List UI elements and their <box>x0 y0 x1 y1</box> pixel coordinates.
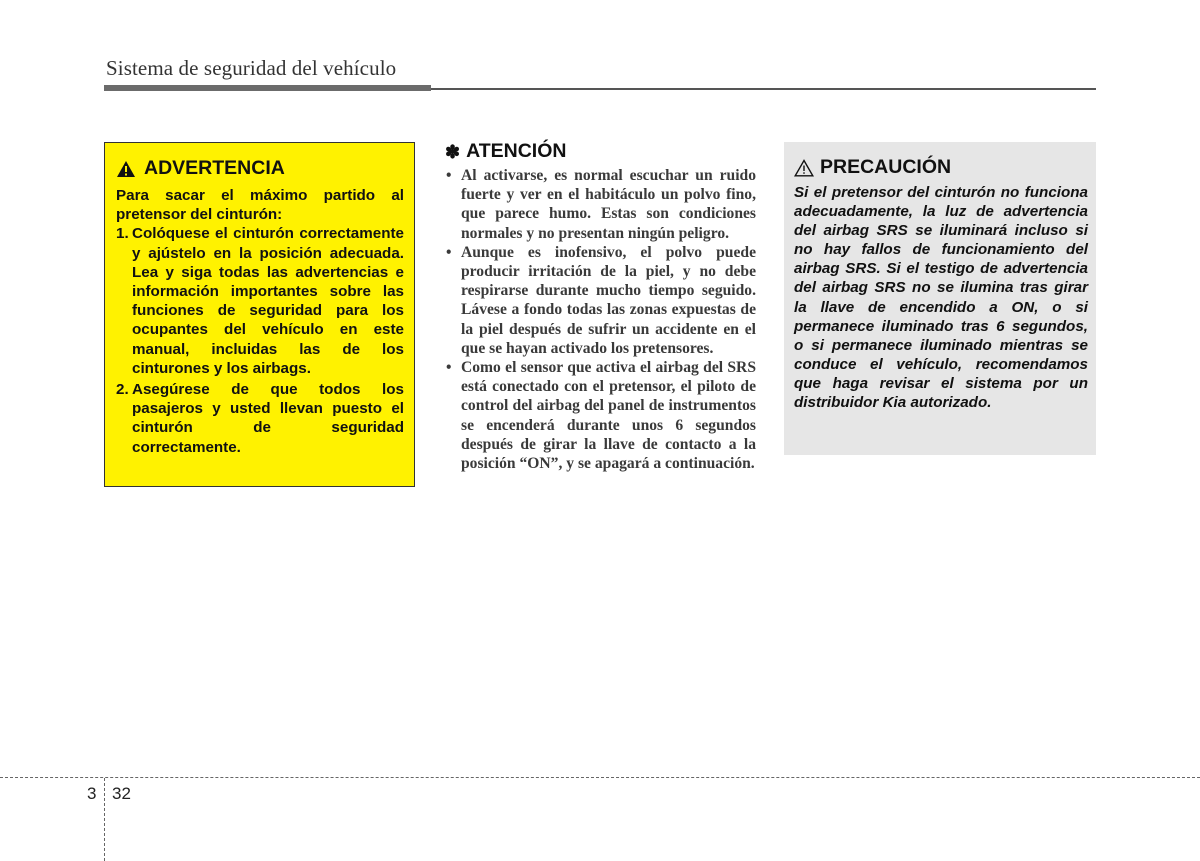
attention-item-text: Como el sensor que activa el airbag del SRS está conectado con el pretensor, el piloto de control del airbag del panel de instrumentos se encenderá durante unos 6 segundos después de girar la llave de contacto a la posición “ON”, y se apagará a continuación. <box>461 359 756 473</box>
footer-vertical-divider <box>104 778 105 861</box>
warning-heading <box>116 157 404 180</box>
page-number: 32 <box>112 784 131 803</box>
attention-section <box>445 140 756 473</box>
attention-item <box>445 166 756 243</box>
attention-item <box>445 358 756 473</box>
caution-text: Si el pretensor del cinturón no funciona adecuadamente, la luz de advertencia del airbag SRS se iluminará incluso si no hay fallos de funcionamiento del airbag SRS. Si el testigo de advertencia del airbag SRS no se ilumina tras girar la llave de encendido a ON, o si permanece iluminado tras 6 segundos, o si permanece iluminado mientras se conduce el vehículo, recomendamos que haga revisar el sistema por un distribuidor Kia autorizado. <box>794 184 1088 412</box>
bullet-icon: • <box>446 243 452 261</box>
warning-item-text: Asegúrese de que todos los pasajeros y usted llevan puesto el cinturón de seguridad correctamente. <box>132 381 404 456</box>
warning-triangle-icon <box>116 160 136 178</box>
warning-intro: Para sacar el máximo partido al pretensor del cinturón: <box>116 187 404 224</box>
caution-box <box>784 142 1096 455</box>
warning-item-number: 2. <box>116 381 129 399</box>
star-icon: ✽ <box>445 141 461 162</box>
header-rule-thick <box>104 85 431 91</box>
caution-title: PRECAUCIÓN <box>820 156 952 178</box>
caution-heading <box>794 156 1088 179</box>
attention-item-text: Aunque es inofensivo, el polvo puede producir irritación de la piel, y no debe respirarse durante mucho tiempo seguido. Lávese a fondo todas las zonas expuestas de la piel después de sufrir un accidente en el que se hayan activado los pretensores. <box>461 243 756 357</box>
warning-item-number: 1. <box>116 225 129 243</box>
warning-item <box>116 224 404 378</box>
chapter-number: 3 <box>87 784 97 803</box>
header-rule-thin <box>431 88 1096 90</box>
page-header-title: Sistema de seguridad del vehículo <box>106 56 397 80</box>
attention-title: ATENCIÓN <box>466 140 567 162</box>
bullet-icon: • <box>446 167 452 184</box>
attention-heading <box>445 140 756 163</box>
caution-triangle-icon <box>794 159 814 177</box>
warning-box <box>104 142 415 487</box>
bullet-icon: • <box>446 359 452 377</box>
warning-item <box>116 380 404 457</box>
footer-divider <box>0 777 1200 778</box>
warning-title: ADVERTENCIA <box>144 157 285 179</box>
warning-item-text: Colóquese el cinturón correctamente y ajústelo en la posición adecuada. Lea y siga todas las advertencias e información importantes sobre las funciones de seguridad para los ocupantes del vehículo en este manual, incluidas las de los cinturones y los airbags. <box>132 225 404 377</box>
attention-item <box>445 243 756 358</box>
attention-item-text: Al activarse, es normal escuchar un ruido fuerte y ver en el habitáculo un polvo fino, que parece humo. Estas son condiciones normales y no presentan ningún peligro. <box>461 167 756 242</box>
